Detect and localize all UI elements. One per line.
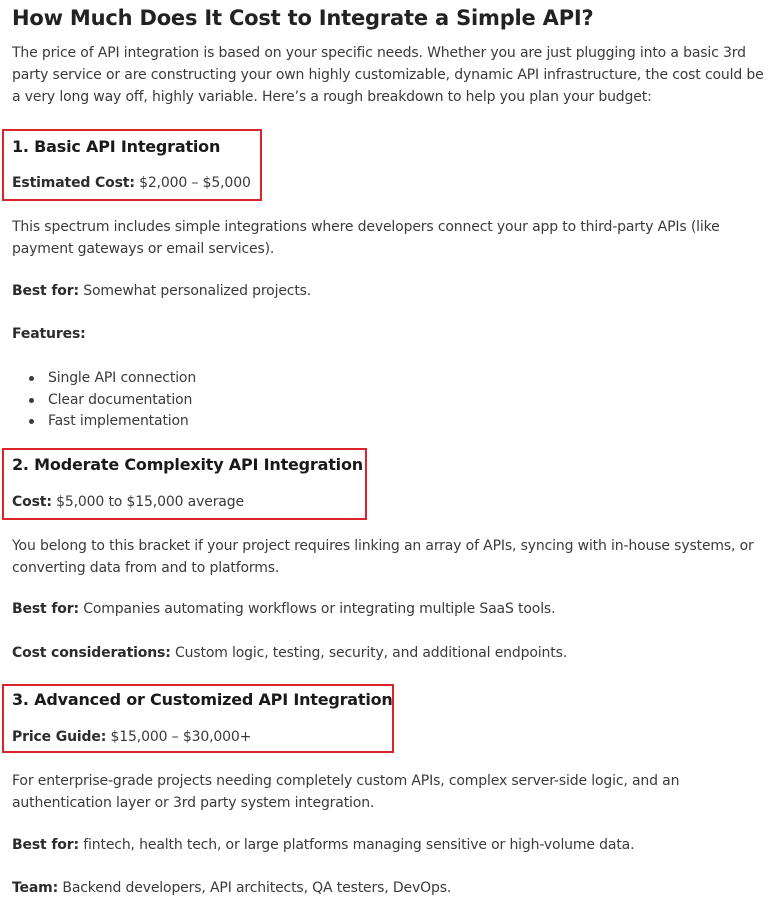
section3-cost-value: $15,000 – $30,000+ (106, 729, 252, 745)
list-item (12, 411, 196, 433)
section1-description: This spectrum includes simple integrations where developers connect your app to third-party APIs (like payment gateways or email services). (12, 219, 720, 257)
section3-cost-label: Price Guide: (12, 729, 107, 745)
list-item (12, 390, 196, 412)
section3-team-value: Backend developers, API architects, QA testers, DevOps. (58, 880, 452, 896)
section2-title: 2. Moderate Complexity API Integration (12, 455, 363, 474)
section2-highlight-box (2, 448, 367, 520)
section3-best-for-value: fintech, health tech, or large platforms managing sensitive or high-volume data. (78, 837, 635, 853)
section2-cost (12, 494, 244, 510)
section2-cost-value: $5,000 to $15,000 average (51, 494, 244, 510)
bullet-icon (29, 398, 34, 403)
section3-best-for-label: Best for: (12, 837, 79, 853)
section2-considerations-label: Cost considerations: (12, 645, 171, 661)
bullet-icon (29, 419, 34, 424)
section3-team (12, 877, 451, 899)
section2-description: You belong to this bracket if your project requires linking an array of APIs, syncing with in-house systems, or converting data from and to platforms. (12, 538, 754, 576)
section3-best-for (12, 834, 634, 856)
features-label: Features: (12, 326, 86, 342)
section1-cost-label: Estimated Cost: (12, 175, 135, 191)
section3-cost (12, 729, 251, 745)
page-title: How Much Does It Cost to Integrate a Simple API? (12, 6, 594, 30)
section1-title: 1. Basic API Integration (12, 137, 221, 156)
section3-team-label: Team: (12, 880, 59, 896)
list-item-label: Clear documentation (48, 391, 193, 408)
section1-best-for-label: Best for: (12, 283, 79, 299)
section3-title: 3. Advanced or Customized API Integration (12, 690, 393, 709)
section2-best-for-label: Best for: (12, 601, 79, 617)
section2-best-for-value: Companies automating workflows or integrating multiple SaaS tools. (78, 601, 556, 617)
section1-features-label (12, 323, 86, 345)
section1-cost (12, 175, 251, 191)
section3-description: For enterprise-grade projects needing completely custom APIs, complex server-side logic, and an authentication layer or 3rd party system integration. (12, 773, 680, 811)
list-item (12, 368, 196, 390)
section1-cost-value: $2,000 – $5,000 (134, 175, 251, 191)
section2-cost-label: Cost: (12, 494, 52, 510)
intro-paragraph: The price of API integration is based on your specific needs. Whether you are just plugging into a basic 3rd party service or are constructing your own highly customizable, dynamic API infrastructure, the cost could be a very long way off, highly variable. Here’s a rough breakdown to help you plan your budget: (12, 45, 764, 105)
section2-considerations-value: Custom logic, testing, security, and additional endpoints. (170, 645, 568, 661)
section2-best-for (12, 598, 555, 620)
features-list (12, 368, 196, 433)
section2-considerations (12, 642, 567, 664)
section3-highlight-box (2, 684, 394, 753)
list-item-label: Single API connection (48, 370, 197, 386)
section1-highlight-box (2, 129, 262, 201)
section1-best-for-value: Somewhat personalized projects. (78, 283, 312, 299)
section1-best-for (12, 280, 311, 302)
bullet-icon (29, 376, 34, 381)
list-item-label: Fast implementation (48, 413, 189, 429)
